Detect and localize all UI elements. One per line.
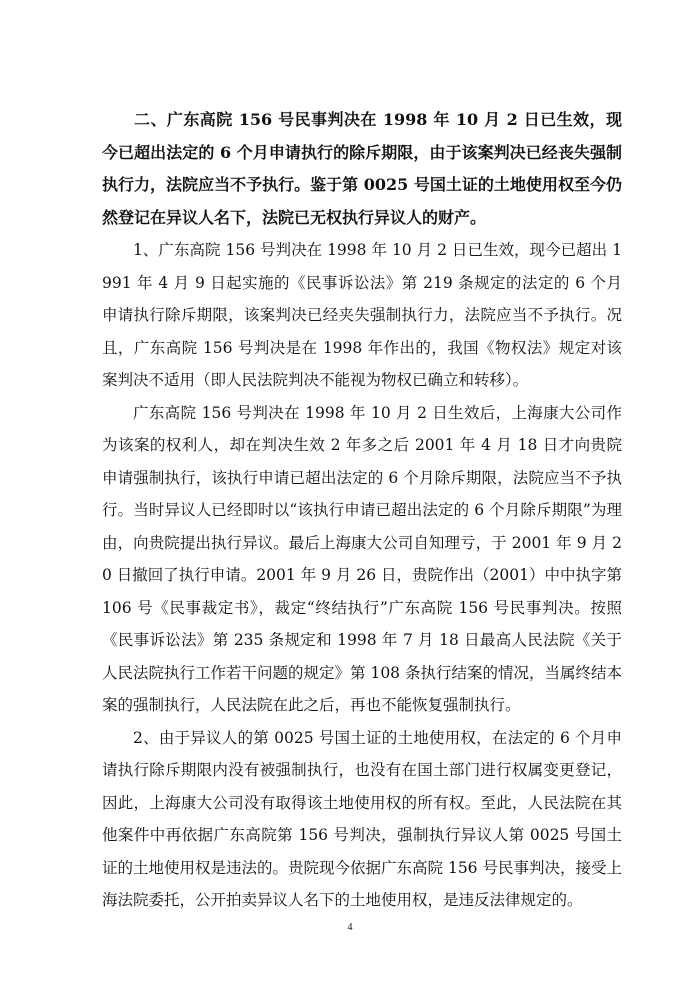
page-number: 4	[347, 922, 353, 933]
body-paragraph-1: 1、广东高院 156 号判决在 1998 年 10 月 2 日已生效，现今已超出 1991 年 4 月 9 日起实施的《民事诉讼法》第 219 条规定的法定的 6 个月申请执行除斥期限，该案判决已经夹失强制执行力，法院应当不予执行。况且，广东高院 156 号判决是在 1998 年作出的，我国《物权法》规定对该案判决不适用（即人民法院判决不能视为物权已确立和转移）。	[102, 241, 622, 389]
body-paragraph-2: 广东高院 156 号判决在 1998 年 10 月 2 日生效后，上海康大公司作为该案的权利人，却在判决生效 2 年多之后 2001 年 4 月 18 日才向贵院申请强制执行，该执行申请已超出法定的 6 个月除斥期限，法院应当不予执行。当时异议人已经即时以“该执行申请已超出法定的 6 个月除斥期限”为理由，向贵院提出执行异议。最后上海康大公司自知理亏，于 2001 年 9 月 20 日撤回了执行申请。2001 年 9 月 26 日，贵院作出（2001）中中执字第 106 号《民事裁定书》，裁定“终结执行”广东高院 156 号民事判决。按照《民事诉讼法》第 235 条规定和 1998 年 7 月 18 日最高人民法院《关于人民法院执行工作若干问题的规定》第 108 条执行结案的情况，当属终结本案的强制执行，人民法院在此之后，再也不能恢复强制执行。	[102, 403, 622, 714]
body-paragraph-3: 2、由于异议人的第 0025 号国土证的土地使用权，在法定的 6 个月申请执行除斥期限内没有被强制执行，也没有在国土部门进行权属变更登记，因此，上海康大公司没有取得该土地使用权的所有权。至此，人民法院在其他案件中再依据广东高院第 156 号判决，强制执行异议人第 0025 号国土证的土地使用权是违法的。贵院现今依据广东高院 156 号民事判决，接受上海法院委托，公开拍卖异议人名下的土地使用权，是违反法律规定的。	[102, 728, 622, 909]
document-body	[102, 104, 622, 917]
section-heading-paragraph: 二、广东高院 156 号民事判决在 1998 年 10 月 2 日已生效，现今已超出法定的 6 个月申请执行的除斥期限，由于该案判决已经丧失强制执行力，法院应当不予执行。鉴于第 0025 号国土证的土地使用权至今仍然登记在异议人名下，法院已无权执行异议人的财产。	[102, 110, 622, 227]
